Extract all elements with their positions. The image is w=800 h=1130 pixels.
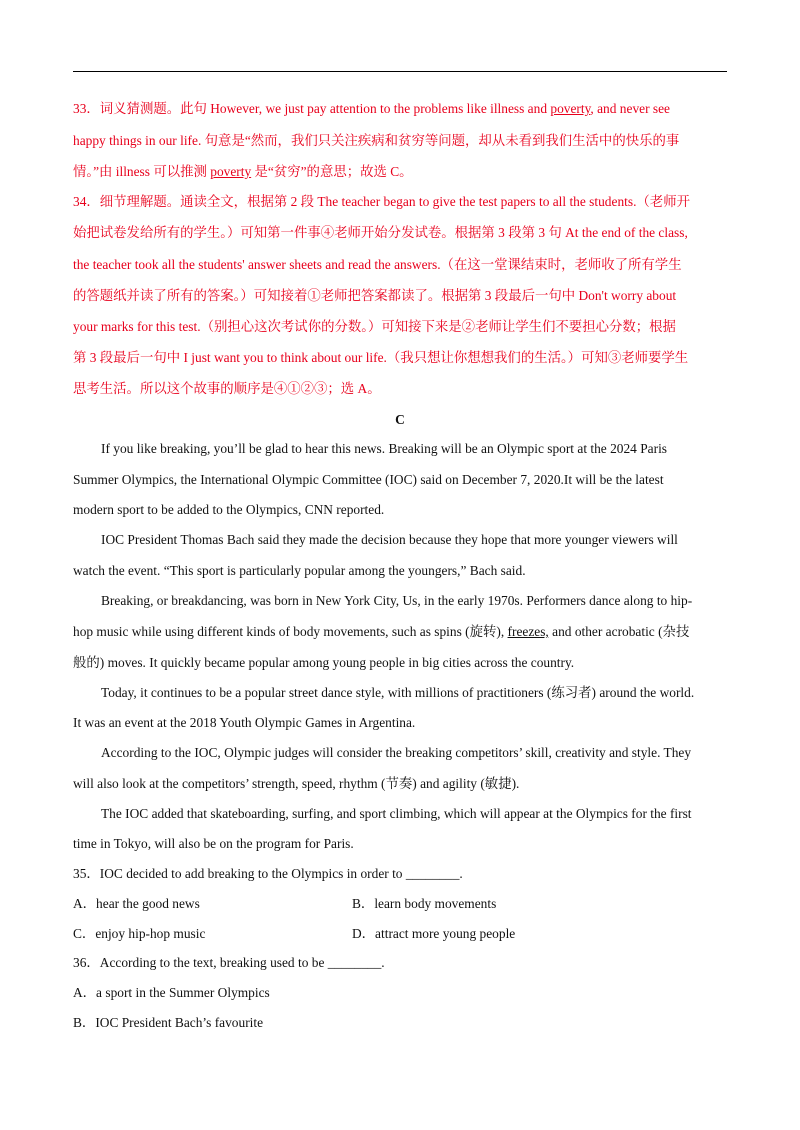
section-title: C (395, 412, 405, 427)
underlined-word-poverty: poverty (550, 101, 591, 116)
passage-p1-line3: modern sport to be added to the Olympics, CNN reported. (73, 502, 385, 517)
passage-p2-line1: IOC President Thomas Bach said they made the decision because they hope that more younger viewers will (101, 532, 678, 547)
underlined-word-poverty: poverty (210, 164, 252, 179)
question-35-stem: 35．IOC decided to add breaking to the Olympics in order to ________. (73, 866, 463, 881)
analysis-q34-line6: 第 3 段最后一句中 I just want you to think about our life.（我只想让你想想我们的生活。）可知③老师要学生 (73, 350, 689, 365)
passage-p6-line1: The IOC added that skateboarding, surfing, and sport climbing, which will appear at the Olympics for the first (101, 806, 692, 821)
question-35-option-a[interactable]: A．hear the good news (73, 896, 200, 911)
passage-p6-line2: time in Tokyo, will also be on the program for Paris. (73, 836, 354, 851)
passage-p3-line2: hop music while using different kinds of body movements, such as spins (旋转), freezes, and other acrobatic (杂技 (73, 624, 690, 639)
top-rule (73, 71, 727, 72)
underlined-word-freezes: freezes, (507, 624, 549, 639)
question-36-option-a[interactable]: A．a sport in the Summer Olympics (73, 985, 270, 1000)
passage-p1-line1: If you like breaking, you’ll be glad to hear this news. Breaking will be an Olympic sport at the 2024 Paris (101, 441, 668, 456)
passage-p2-line2: watch the event. “This sport is particularly popular among the youngers,” Bach said. (73, 563, 526, 578)
analysis-q34-line3: the teacher took all the students' answer sheets and read the answers.（在这一堂课结束时，老师收了所有学生 (73, 257, 682, 272)
passage-p3-line3: 般的) moves. It quickly became popular among young people in big cities across the country. (73, 655, 575, 670)
analysis-q34-line1: 34．细节理解题。通读全文，根据第 2 段 The teacher began to give the test papers to all the students.（老师开 (73, 194, 690, 209)
passage-p4-line2: It was an event at the 2018 Youth Olympic Games in Argentina. (73, 715, 416, 730)
question-35-option-c[interactable]: C．enjoy hip-hop music (73, 926, 206, 941)
passage-p5-line2: will also look at the competitors’ strength, speed, rhythm (节奏) and agility (敏捷). (73, 776, 520, 791)
analysis-q34-line2: 始把试卷发给所有的学生。）可知第一件事④老师开始分发试卷。根据第 3 段第 3 句 At the end of the class, (73, 225, 688, 240)
passage-p3-line1: Breaking, or breakdancing, was born in New York City, Us, in the early 1970s. Performers dance along to hip- (101, 593, 693, 608)
analysis-q34-line5: your marks for this test.（别担心这次考试你的分数。）可知接下来是②老师让学生们不要担心分数；根据 (73, 319, 676, 334)
analysis-q33-line2: happy things in our life. 句意是“然而，我们只关注疾病和贫穷等问题，却从未看到我们生活中的快乐的事 (73, 133, 680, 148)
analysis-q33-line1: 33．词义猜测题。此句 However, we just pay attention to the problems like illness and poverty, and never see (73, 101, 670, 116)
question-35-option-b[interactable]: B．learn body movements (352, 896, 497, 911)
analysis-q34-line4: 的答题纸并读了所有的答案。）可知接着①老师把答案都读了。根据第 3 段最后一句中 Don't worry about (73, 288, 677, 303)
question-35-option-d[interactable]: D．attract more young people (352, 926, 516, 941)
analysis-q34-line7: 思考生活。所以这个故事的顺序是④①②③；选 A。 (73, 381, 381, 396)
passage-p1-line2: Summer Olympics, the International Olympic Committee (IOC) said on December 7, 2020.It will be the latest (73, 472, 664, 487)
question-36-stem: 36．According to the text, breaking used to be ________. (73, 955, 385, 970)
passage-p4-line1: Today, it continues to be a popular street dance style, with millions of practitioners (练习者) around the world. (101, 685, 695, 700)
analysis-q33-line3: 情。”由 illness 可以推测 poverty 是“贫穷”的意思；故选 C。 (73, 164, 413, 179)
question-36-option-b[interactable]: B．IOC President Bach’s favourite (73, 1015, 264, 1030)
passage-p5-line1: According to the IOC, Olympic judges will consider the breaking competitors’ skill, creativity and style. They (101, 745, 692, 760)
